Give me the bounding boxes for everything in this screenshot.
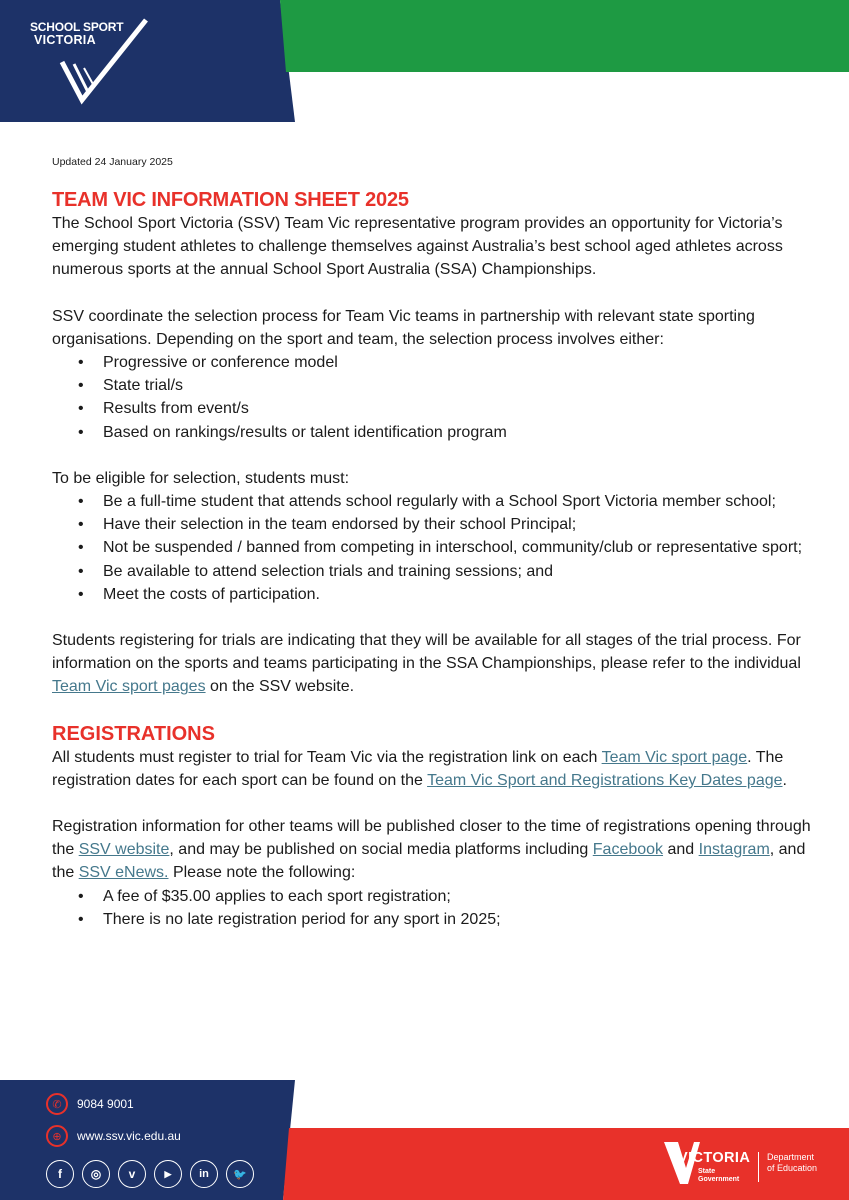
vimeo-icon[interactable]: v	[118, 1160, 146, 1188]
updated-date: Updated 24 January 2025	[52, 156, 173, 168]
list-item: • Progressive or conference model	[52, 351, 812, 374]
facebook-link[interactable]: Facebook	[592, 841, 664, 859]
intro-paragraph: The School Sport Victoria (SSV) Team Vic representative program provides an opportunity for Victoria’s emerging student athletes to challenge themselves against Australia’s best school aged athletes across numerous sports at the annual School Sport Australia (SSA) Championships.	[52, 215, 783, 279]
eligibility-list	[52, 490, 812, 606]
list-item: • Results from event/s	[52, 397, 812, 420]
ssv-website-link[interactable]: SSV website	[78, 841, 170, 859]
linkedin-icon[interactable]: in	[190, 1160, 218, 1188]
department-text: Department	[767, 1152, 815, 1162]
team-vic-sport-pages-link[interactable]: Team Vic sport pages	[52, 678, 206, 696]
reg-text: Please note the following:	[168, 864, 356, 882]
trials-paragraph	[52, 629, 812, 699]
list-item: • Meet the costs of participation.	[52, 583, 812, 606]
footer-website	[46, 1125, 181, 1147]
logo-text-school-sport: SCHOOL SPORT	[30, 20, 124, 34]
instagram-icon[interactable]: ◎	[82, 1160, 110, 1188]
eligibility-paragraph: To be eligible for selection, students must:	[52, 469, 350, 487]
list-item: • Be available to attend selection trials and training sessions; and	[52, 560, 812, 583]
selection-paragraph: SSV coordinate the selection process for Team Vic teams in partnership with relevant state sporting organisations. Depending on the sport and team, the selection process involves either:	[52, 307, 755, 348]
phone-number: 9084 9001	[77, 1097, 134, 1111]
main-content	[52, 156, 812, 931]
facebook-icon[interactable]: f	[46, 1160, 74, 1188]
reg-text: All students must register to trial for Team Vic via the registration link on each	[52, 748, 602, 766]
phone-icon: ✆	[46, 1093, 68, 1115]
reg-text: , and may be published on social media platforms including	[169, 841, 593, 859]
reg-text: .	[782, 771, 787, 789]
trials-text-end: on the SSV website.	[205, 678, 355, 696]
list-item: • State trial/s	[52, 374, 812, 397]
victoria-state-government-logo	[662, 1138, 832, 1188]
registration-paragraph-2	[52, 815, 812, 885]
page-title: TEAM VIC INFORMATION SHEET 2025	[52, 189, 409, 211]
youtube-icon[interactable]: ▶	[154, 1160, 182, 1188]
list-item: • There is no late registration period for any sport in 2025;	[52, 908, 812, 931]
reg-text: and	[663, 841, 699, 859]
ssv-enews-link[interactable]: SSV eNews.	[78, 864, 169, 882]
selection-list	[52, 351, 812, 444]
instagram-link[interactable]: Instagram	[698, 841, 770, 859]
key-dates-page-link[interactable]: Team Vic Sport and Registrations Key Dates page	[427, 771, 783, 789]
logo-divider	[758, 1152, 759, 1182]
victoria-wordmark: VICTORIA	[678, 1150, 751, 1166]
team-vic-sport-page-link[interactable]: Team Vic sport page	[601, 748, 748, 766]
state-government-text	[698, 1168, 739, 1183]
list-item: • Be a full-time student that attends school regularly with a School Sport Victoria member school;	[52, 490, 812, 513]
registration-list	[52, 885, 812, 931]
globe-icon: ⊕	[46, 1125, 68, 1147]
government-text: Government	[698, 1175, 740, 1183]
registration-paragraph-1	[52, 746, 812, 792]
registrations-heading: REGISTRATIONS	[52, 722, 215, 745]
logo-text-victoria: VICTORIA	[34, 33, 96, 47]
reg-text: . The registration dates for each sport can be found on the	[52, 748, 784, 789]
twitter-icon[interactable]: 🐦	[226, 1160, 254, 1188]
reg-text: , and the	[52, 841, 806, 882]
page-footer	[0, 1080, 849, 1200]
website-url[interactable]: www.ssv.vic.edu.au	[77, 1129, 181, 1143]
social-links	[46, 1160, 262, 1188]
reg-text: Registration information for other teams will be published closer to the time of registrations opening through the	[52, 818, 811, 859]
state-text: State	[698, 1168, 716, 1175]
list-item: • Based on rankings/results or talent identification program	[52, 421, 812, 444]
page-header	[0, 0, 849, 122]
list-item: • Have their selection in the team endorsed by their school Principal;	[52, 513, 812, 536]
department-of-education-text	[767, 1152, 817, 1174]
list-item: • Not be suspended / banned from competing in interschool, community/club or representative sport;	[52, 536, 812, 559]
list-item: • A fee of $35.00 applies to each sport registration;	[52, 885, 812, 908]
of-education-text: of Education	[767, 1163, 818, 1173]
footer-phone	[46, 1093, 134, 1115]
trials-text: Students registering for trials are indicating that they will be available for all stages of the trial process. For information on the sports and teams participating in the SSA Championships, please refer to the individual	[52, 632, 801, 673]
